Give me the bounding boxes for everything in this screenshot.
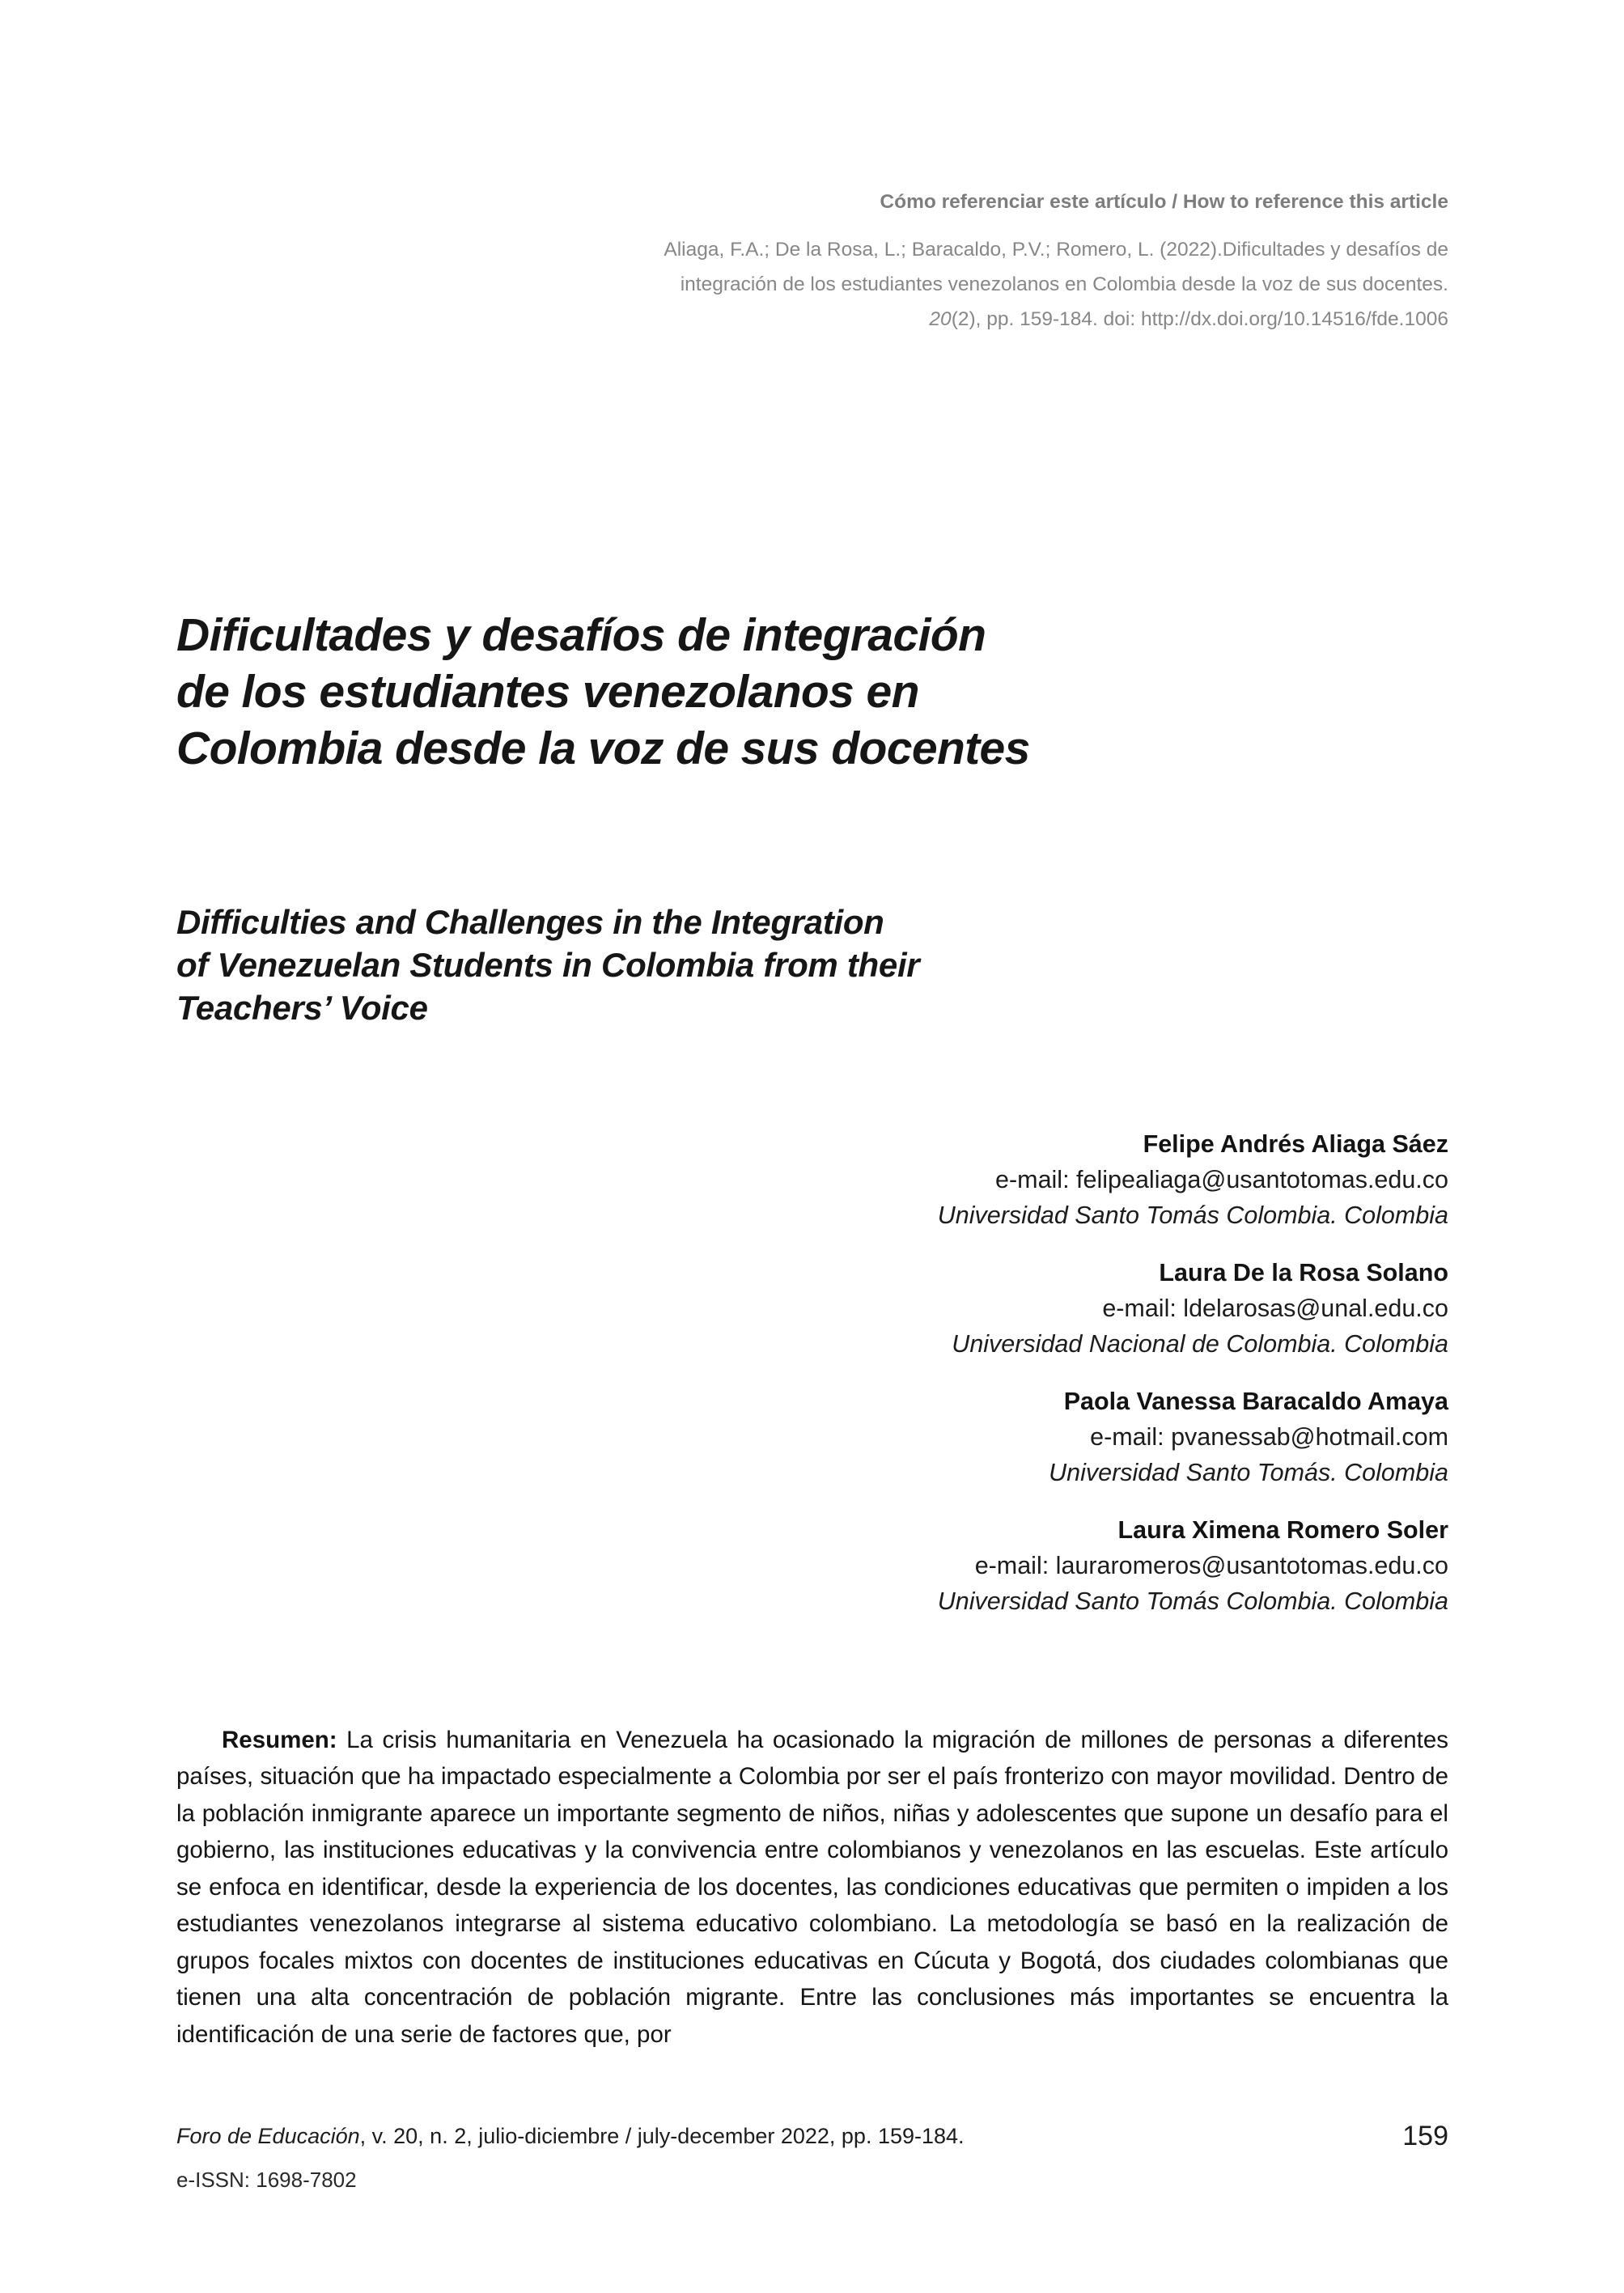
author-entry <box>566 1384 1448 1490</box>
author-name: Paola Vanessa Baracaldo Amaya <box>1063 1388 1448 1415</box>
title-en-line-2: of Venezuelan Students in Colombia from their <box>176 945 920 984</box>
abstract-paragraph <box>176 1722 1448 2054</box>
page-number: 159 <box>1402 2121 1448 2151</box>
author-affiliation: Universidad Santo Tomás. Colombia <box>1049 1459 1448 1486</box>
footer-issue-info: , v. 20, n. 2, julio-diciembre / july-december 2022, pp. 159-184. <box>359 2124 965 2148</box>
author-entry <box>566 1512 1448 1619</box>
author-email[interactable]: e-mail: felipealiaga@usantotomas.edu.co <box>995 1166 1448 1193</box>
author-name: Laura Ximena Romero Soler <box>1117 1516 1448 1544</box>
citation-line-1: Aliaga, F.A.; De la Rosa, L.; Baracaldo, P.V.; Romero, L. (2022).Dificultades y desafíos de <box>664 239 1448 261</box>
author-entry <box>566 1126 1448 1233</box>
author-affiliation: Universidad Santo Tomás Colombia. Colombia <box>937 1587 1448 1615</box>
how-to-reference-label: Cómo referenciar este artículo / How to reference this article <box>880 191 1448 213</box>
title-es-line-3: Colombia desde la voz de sus docentes <box>176 723 1030 775</box>
page-title-spanish <box>176 607 1390 777</box>
author-affiliation: Universidad Nacional de Colombia. Colombia <box>952 1330 1448 1358</box>
citation-header <box>421 184 1448 337</box>
abstract-label: Resumen: <box>222 1726 337 1753</box>
citation-volume: 20 <box>929 308 952 330</box>
author-email[interactable]: e-mail: pvanessab@hotmail.com <box>1090 1423 1448 1451</box>
author-name: Laura De la Rosa Solano <box>1159 1259 1448 1286</box>
footer-citation-line <box>176 2118 1448 2154</box>
title-en-line-1: Difficulties and Challenges in the Integration <box>176 902 884 941</box>
footer-journal-name: Foro de Educación <box>176 2124 360 2148</box>
footer-eissn: e-ISSN: 1698-7802 <box>176 2168 357 2192</box>
author-list <box>566 1126 1448 1619</box>
page-title-english <box>176 901 1390 1029</box>
citation-line-2: integración de los estudiantes venezolanos en Colombia desde la voz de sus docentes. <box>680 273 1448 295</box>
author-email[interactable]: e-mail: ldelarosas@unal.edu.co <box>1102 1295 1448 1322</box>
title-es-line-1: Dificultades y desafíos de integración <box>176 609 986 662</box>
citation-line-3 <box>421 302 1448 337</box>
title-es-line-2: de los estudiantes venezolanos en <box>176 666 919 718</box>
author-affiliation: Universidad Santo Tomás Colombia. Colombia <box>937 1202 1448 1229</box>
title-en-line-3: Teachers’ Voice <box>176 988 428 1027</box>
author-name: Felipe Andrés Aliaga Sáez <box>1143 1130 1448 1158</box>
author-email[interactable]: e-mail: lauraromeros@usantotomas.edu.co <box>974 1552 1448 1579</box>
author-entry <box>566 1255 1448 1362</box>
citation-doi-text: (2), pp. 159-184. doi: http://dx.doi.org/10.14516/fde.1006 <box>951 308 1448 330</box>
page-footer <box>176 2118 1448 2198</box>
abstract-text: La crisis humanitaria en Venezuela ha ocasionado la migración de millones de personas a diferentes países, situación que ha impactado especialmente a Colombia por ser el país fronterizo con mayor movilidad. Dentro de la población inmigrante aparece un importante segmento de niños, niñas y adolescentes que supone un desafío para el gobierno, las instituciones educativas y la convivencia entre colombianos y venezolanos en las escuelas. Este artículo se enfoca en identificar, desde la experiencia de los docentes, las condiciones educativas que permiten o impiden a los estudiantes venezolanos integrarse al sistema educativo colombiano. La metodología se basó en la realización de grupos focales mixtos con docentes de instituciones educativas en Cúcuta y Bogotá, dos ciudades colombianas que tienen una alta concentración de población migrante. Entre las conclusiones más importantes se encuentra la identificación de una serie de factores que, por <box>176 1726 1448 2048</box>
